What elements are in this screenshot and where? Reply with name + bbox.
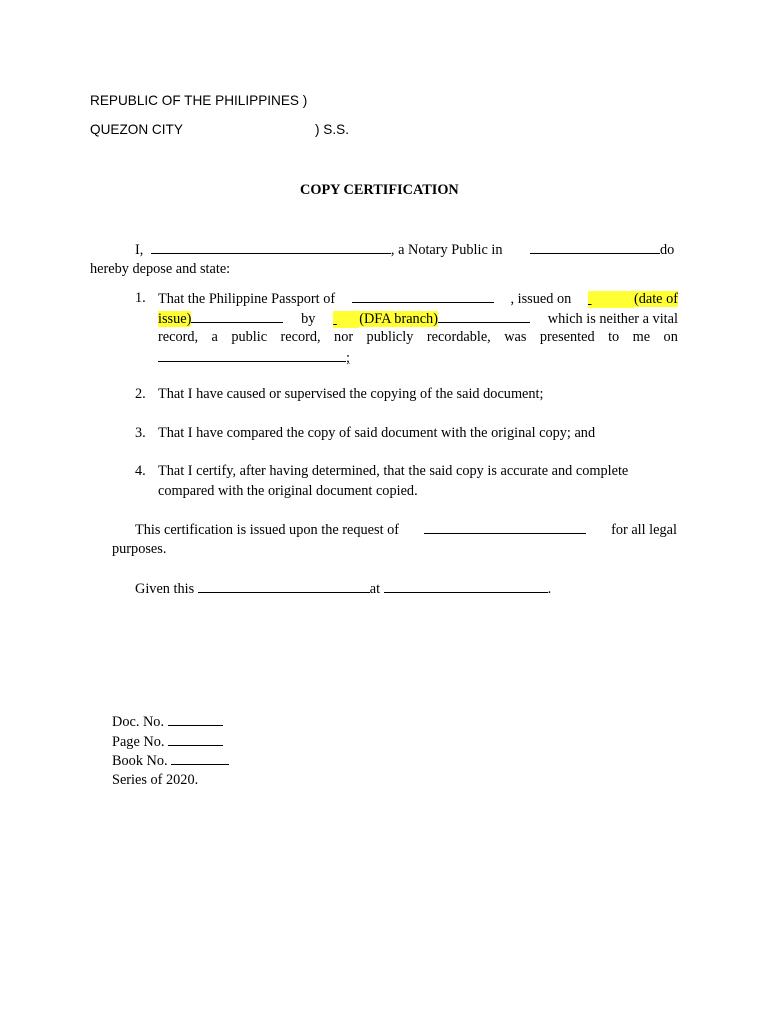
given-text: Given this [135,581,195,597]
notary-place-blank[interactable] [530,241,660,254]
book-no [112,752,229,770]
word: a [211,329,218,345]
requester-blank[interactable] [424,521,586,534]
item-1-text-b: , issued on [510,291,572,307]
word: nor [334,329,354,345]
document-title: COPY CERTIFICATION [300,182,459,198]
word: recordable, [426,329,491,345]
request-line-1 [135,521,677,539]
request-text-a: This certification is issued upon the request of [135,522,400,538]
given-line [135,580,551,598]
dfa-branch-blank[interactable] [438,310,530,323]
item-2-text: That I have caused or supervised the copying of the said document; [158,386,544,402]
notary-name-blank[interactable] [151,241,391,254]
country-text: REPUBLIC OF THE PHILIPPINES [90,93,299,108]
book-no-blank[interactable] [171,752,229,765]
item-3-text: That I have compared the copy of said document with the original copy; and [158,425,596,441]
country-paren: ) [302,93,308,108]
issue-blank[interactable] [191,310,283,323]
item-1-which: which is neither a vital [547,311,678,327]
page-no [112,733,223,751]
request-text-b: for all legal [611,522,677,538]
intro-line-1-end [530,241,674,259]
passport-holder-blank[interactable] [352,290,494,303]
intro-i: I, [135,242,144,258]
word: record, [158,329,199,345]
word: publicly [366,329,414,345]
given-at: at [369,581,381,597]
item-1-text-a: That the Philippine Passport of [158,291,336,307]
given-end: . [547,581,552,597]
page-no-blank[interactable] [168,733,223,746]
intro-do: do [660,242,675,258]
item-4-number: 4. [135,463,146,479]
word: public [231,329,268,345]
dfa-pre-blank[interactable] [333,311,359,328]
date-of-highlight: (date of [633,291,678,307]
given-place-blank[interactable] [384,580,548,593]
intro-notary: , a Notary Public in [390,242,503,258]
date-issue-blank[interactable] [588,291,634,308]
word: record, [280,329,321,345]
word: to [608,329,620,345]
word: me [632,329,651,345]
given-date-blank[interactable] [198,580,370,593]
item-3-number: 3. [135,425,146,441]
item-1-number: 1. [135,290,146,306]
doc-no-label: Doc. No. [112,714,165,730]
item-1-by: by [301,311,316,327]
item-1-line-4 [158,349,350,367]
item-4-line-1: That I certify, after having determined, that the said copy is accurate and complete [158,463,629,479]
item-1-line-2 [158,310,678,328]
intro-line-2: hereby depose and state: [90,261,231,277]
item-1-line-3 [158,329,678,346]
venue-country [90,93,307,108]
doc-no-blank[interactable] [168,713,223,726]
item-2-number: 2. [135,386,146,402]
request-line-2: purposes. [112,541,167,557]
item-1-semicolon: ; [346,350,350,366]
word: was [504,329,527,345]
doc-no [112,713,223,731]
item-1-line-1 [158,290,678,308]
dfa-branch-highlight: (DFA branch) [359,311,438,327]
item-4-line-2: compared with the original document copied. [158,483,418,499]
book-no-label: Book No. [112,753,168,769]
page-no-label: Page No. [112,734,165,750]
issue-highlight: issue) [158,311,192,327]
venue-city: QUEZON CITY [90,122,183,137]
venue-ss: ) S.S. [315,122,349,137]
word: on [663,329,678,345]
series-line: Series of 2020. [112,772,199,788]
presented-date-blank[interactable] [158,349,346,362]
word: presented [539,329,595,345]
intro-line-1 [135,241,503,259]
